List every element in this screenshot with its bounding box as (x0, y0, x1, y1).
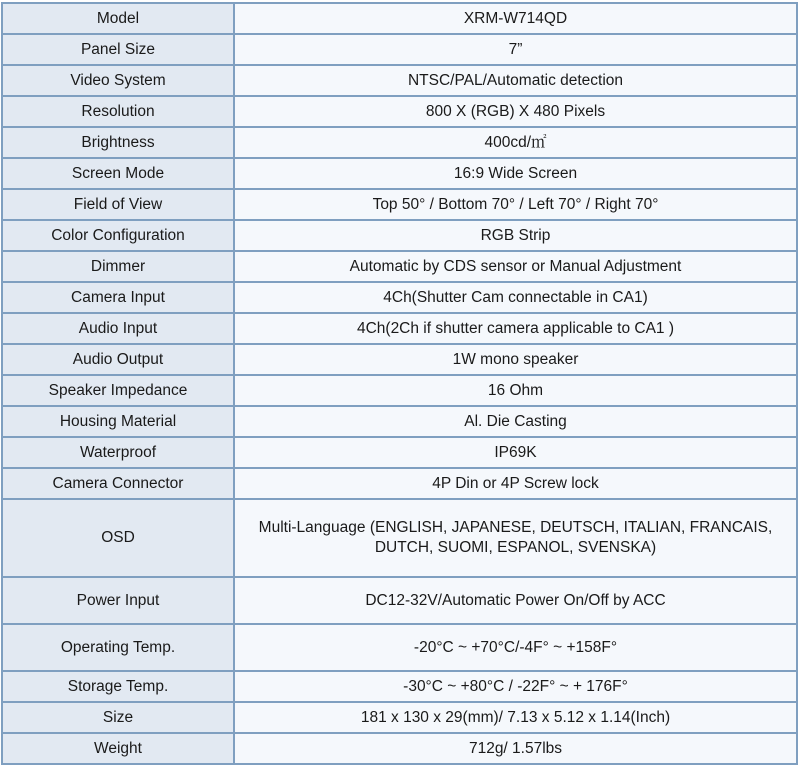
spec-row-brightness (2, 127, 797, 158)
spec-value: -20°C ~ +70°C/-4F° ~ +158F° (234, 624, 797, 671)
spec-value (234, 499, 797, 577)
spec-value: Automatic by CDS sensor or Manual Adjustment (234, 251, 797, 282)
spec-row-housing-material (2, 406, 797, 437)
spec-label: Screen Mode (2, 158, 234, 189)
spec-value: 16:9 Wide Screen (234, 158, 797, 189)
spec-label: Resolution (2, 96, 234, 127)
spec-label: OSD (2, 499, 234, 577)
spec-value: NTSC/PAL/Automatic detection (234, 65, 797, 96)
spec-row-field-of-view (2, 189, 797, 220)
spec-label: Size (2, 702, 234, 733)
spec-row-operating-temp (2, 624, 797, 671)
spec-value: 712g/ 1.57lbs (234, 733, 797, 764)
spec-label: Panel Size (2, 34, 234, 65)
spec-value: Al. Die Casting (234, 406, 797, 437)
spec-value: XRM-W714QD (234, 3, 797, 34)
spec-label: Speaker Impedance (2, 375, 234, 406)
spec-row-color-configuration (2, 220, 797, 251)
spec-row-camera-connector (2, 468, 797, 499)
spec-value: 800 X (RGB) X 480 Pixels (234, 96, 797, 127)
spec-label: Power Input (2, 577, 234, 624)
spec-label: Operating Temp. (2, 624, 234, 671)
spec-value: 181 x 130 x 29(mm)/ 7.13 x 5.12 x 1.14(Inch) (234, 702, 797, 733)
spec-value: 16 Ohm (234, 375, 797, 406)
spec-row-video-system (2, 65, 797, 96)
spec-value: IP69K (234, 437, 797, 468)
spec-label: Video System (2, 65, 234, 96)
spec-row-waterproof (2, 437, 797, 468)
spec-row-panel-size (2, 34, 797, 65)
spec-value-line: DUTCH, SUOMI, ESPANOL, SVENSKA) (374, 539, 657, 556)
spec-value: -30°C ~ +80°C / -22F° ~ + 176F° (234, 671, 797, 702)
spec-row-resolution (2, 96, 797, 127)
spec-label: Audio Input (2, 313, 234, 344)
spec-row-camera-input (2, 282, 797, 313)
spec-value: 4P Din or 4P Screw lock (234, 468, 797, 499)
spec-value: 4Ch(2Ch if shutter camera applicable to CA1 ) (234, 313, 797, 344)
spec-value-line: Multi-Language (ENGLISH, JAPANESE, DEUTSCH, ITALIAN, FRANCAIS, (258, 519, 773, 536)
spec-label: Model (2, 3, 234, 34)
spec-row-speaker-impedance (2, 375, 797, 406)
spec-value: 1W mono speaker (234, 344, 797, 375)
spec-row-screen-mode (2, 158, 797, 189)
spec-label: Brightness (2, 127, 234, 158)
spec-label: Audio Output (2, 344, 234, 375)
spec-value: 400cd/㎡ (234, 127, 797, 158)
spec-label: Weight (2, 733, 234, 764)
spec-label: Housing Material (2, 406, 234, 437)
spec-row-size (2, 702, 797, 733)
spec-row-model (2, 3, 797, 34)
spec-table (1, 2, 798, 765)
spec-value: Top 50° / Bottom 70° / Left 70° / Right 70° (234, 189, 797, 220)
spec-row-storage-temp (2, 671, 797, 702)
spec-label: Storage Temp. (2, 671, 234, 702)
spec-row-audio-output (2, 344, 797, 375)
spec-row-weight (2, 733, 797, 764)
spec-value: 4Ch(Shutter Cam connectable in CA1) (234, 282, 797, 313)
spec-value: RGB Strip (234, 220, 797, 251)
spec-row-dimmer (2, 251, 797, 282)
spec-row-power-input (2, 577, 797, 624)
spec-label: Dimmer (2, 251, 234, 282)
spec-label: Camera Input (2, 282, 234, 313)
spec-row-audio-input (2, 313, 797, 344)
spec-label: Camera Connector (2, 468, 234, 499)
spec-value: 7” (234, 34, 797, 65)
spec-label: Color Configuration (2, 220, 234, 251)
spec-row-osd (2, 499, 797, 577)
spec-label: Waterproof (2, 437, 234, 468)
spec-label: Field of View (2, 189, 234, 220)
spec-value: DC12-32V/Automatic Power On/Off by ACC (234, 577, 797, 624)
